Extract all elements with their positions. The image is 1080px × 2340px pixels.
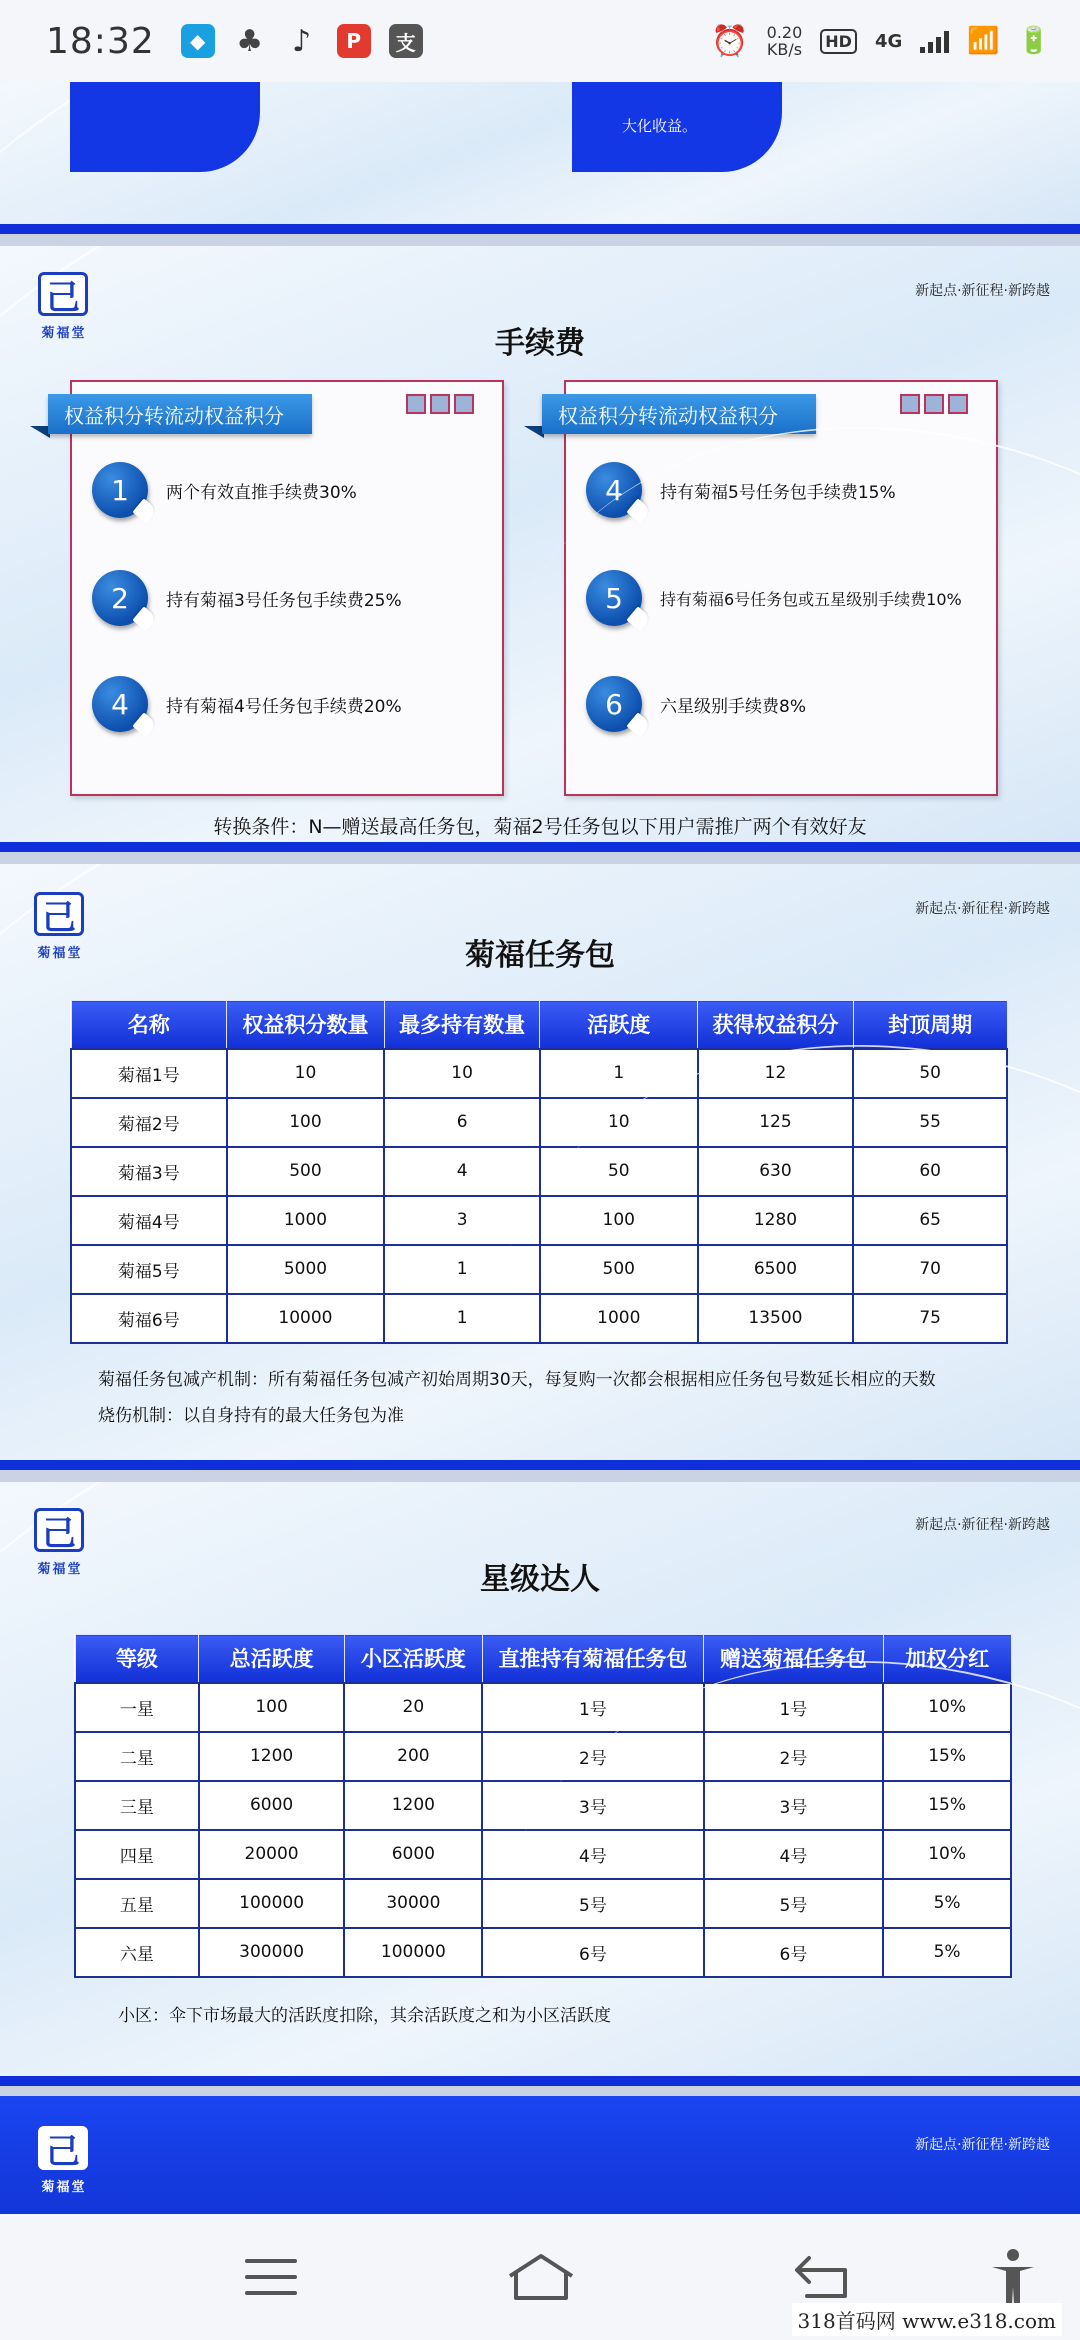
table-cell: 一星 <box>75 1683 199 1732</box>
column-header: 加权分红 <box>883 1635 1011 1683</box>
menu-icon <box>243 2255 299 2299</box>
table-cell: 1 <box>540 1049 698 1098</box>
fee-item <box>92 462 357 518</box>
table-cell: 200 <box>344 1732 482 1781</box>
accessibility-icon <box>988 2247 1038 2307</box>
fee-card-ribbon-left: 权益积分转流动权益积分 <box>48 394 312 434</box>
table-cell: 500 <box>227 1147 385 1196</box>
table-cell: 20 <box>344 1683 482 1732</box>
table-cell: 70 <box>853 1245 1007 1294</box>
table-cell: 300000 <box>199 1928 345 1977</box>
intro-text: 大化收益。 <box>622 117 698 135</box>
table-row <box>75 1781 1011 1830</box>
slide-next-partial <box>0 2096 1080 2214</box>
home-icon <box>506 2252 576 2302</box>
table-cell: 55 <box>853 1098 1007 1147</box>
table-cell: 10% <box>883 1683 1011 1732</box>
fee-item-text: 持有菊福3号任务包手续费25% <box>166 590 402 611</box>
column-header: 封顶周期 <box>853 1001 1007 1049</box>
table-cell: 六星 <box>75 1928 199 1977</box>
column-header: 直推持有菊福任务包 <box>482 1635 703 1683</box>
section-title: 手续费 <box>495 326 585 361</box>
table-cell: 1200 <box>344 1781 482 1830</box>
burn-mechanism-note: 烧伤机制：以自身持有的最大任务包为准 <box>98 1406 404 1426</box>
table-cell: 6号 <box>704 1928 884 1977</box>
table-cell: 三星 <box>75 1781 199 1830</box>
table-row <box>75 1683 1011 1732</box>
fee-item <box>92 676 402 732</box>
table-cell: 1000 <box>227 1196 385 1245</box>
table-cell: 15% <box>883 1732 1011 1781</box>
logo-name: 菊福堂 <box>41 326 87 341</box>
section-title: 菊福任务包 <box>465 938 615 973</box>
number-badge: 4 <box>586 462 642 518</box>
home-button[interactable] <box>506 2244 576 2310</box>
table-cell: 15% <box>883 1781 1011 1830</box>
network-type: 4G <box>874 30 903 52</box>
logo-name: 菊福堂 <box>37 1562 83 1577</box>
ribbon-tail <box>30 426 50 438</box>
column-header: 活跃度 <box>540 1001 698 1049</box>
table-cell: 10 <box>540 1098 698 1147</box>
watermark: 318首码网 www.e318.com <box>792 2303 1062 2336</box>
table-cell: 5% <box>883 1879 1011 1928</box>
table-row <box>75 1879 1011 1928</box>
table-cell: 630 <box>698 1147 854 1196</box>
table-row <box>71 1294 1007 1343</box>
app-a-icon: ◆ <box>181 24 215 58</box>
table-row <box>71 1147 1007 1196</box>
back-icon <box>793 2252 853 2302</box>
fee-item-text: 持有菊福4号任务包手续费20% <box>166 696 402 717</box>
table-cell: 1000 <box>540 1294 698 1343</box>
table-row <box>75 1928 1011 1977</box>
fee-item-text: 两个有效直推手续费30% <box>166 482 357 503</box>
pinduoduo-icon: P <box>337 24 371 58</box>
decor-square <box>900 394 920 414</box>
table-cell: 二星 <box>75 1732 199 1781</box>
fee-card-right <box>564 380 998 796</box>
tiktok-icon: ♪ <box>292 23 312 59</box>
clock: 18:32 <box>46 20 155 62</box>
status-bar <box>0 0 1080 82</box>
column-header: 总活跃度 <box>199 1635 345 1683</box>
decor-square <box>406 394 426 414</box>
table-cell: 6号 <box>482 1928 703 1977</box>
slide-task-packages <box>0 864 1080 1460</box>
table-cell: 4号 <box>704 1830 884 1879</box>
table-cell: 3 <box>384 1196 540 1245</box>
back-button[interactable] <box>788 2244 858 2310</box>
table-cell: 65 <box>853 1196 1007 1245</box>
table-cell: 10000 <box>227 1294 385 1343</box>
separator-gap <box>0 2086 1080 2096</box>
slogan: 新起点·新征程·新跨越 <box>915 283 1050 299</box>
table-cell: 50 <box>540 1147 698 1196</box>
navigation-bar <box>0 2214 1080 2340</box>
slogan: 新起点·新征程·新跨越 <box>915 1517 1050 1533</box>
fee-card-left <box>70 380 504 796</box>
separator <box>0 2076 1080 2086</box>
column-header: 权益积分数量 <box>227 1001 385 1049</box>
logo-icon: 己 <box>34 1508 84 1552</box>
table-cell: 1 <box>384 1245 540 1294</box>
battery-icon: 🔋 <box>1017 26 1050 56</box>
table-cell: 50 <box>853 1049 1007 1098</box>
number-badge: 4 <box>92 676 148 732</box>
table-cell: 4号 <box>482 1830 703 1879</box>
table-cell: 10% <box>883 1830 1011 1879</box>
table-row <box>71 1245 1007 1294</box>
decor-square <box>454 394 474 414</box>
slide-intro-partial <box>0 82 1080 224</box>
table-cell: 30000 <box>344 1879 482 1928</box>
decor-square <box>924 394 944 414</box>
fee-item <box>92 570 402 626</box>
table-cell: 5% <box>883 1928 1011 1977</box>
table-cell: 1200 <box>199 1732 345 1781</box>
notification-icons <box>181 24 423 58</box>
table-cell: 菊福1号 <box>71 1049 227 1098</box>
table-cell: 1号 <box>704 1683 884 1732</box>
table-cell: 菊福2号 <box>71 1098 227 1147</box>
table-cell: 5号 <box>482 1879 703 1928</box>
table-cell: 125 <box>698 1098 854 1147</box>
table-cell: 五星 <box>75 1879 199 1928</box>
table-cell: 6000 <box>199 1781 345 1830</box>
packages-table <box>70 1000 1008 1344</box>
decor-shape <box>70 82 260 172</box>
table-row <box>75 1830 1011 1879</box>
separator <box>0 1460 1080 1470</box>
table-header-row <box>75 1635 1011 1683</box>
fee-card-ribbon-right: 权益积分转流动权益积分 <box>542 394 816 434</box>
column-header: 最多持有数量 <box>384 1001 540 1049</box>
table-cell: 1280 <box>698 1196 854 1245</box>
table-cell: 5号 <box>704 1879 884 1928</box>
number-badge: 6 <box>586 676 642 732</box>
menu-button[interactable] <box>236 2244 306 2310</box>
column-header: 赠送菊福任务包 <box>704 1635 884 1683</box>
fee-item <box>586 570 962 626</box>
table-header-row <box>71 1001 1007 1049</box>
brand-logo <box>32 2126 96 2202</box>
decor-square <box>430 394 450 414</box>
table-cell: 菊福5号 <box>71 1245 227 1294</box>
fee-item-text: 持有菊福6号任务包或五星级别手续费10% <box>660 589 962 609</box>
table-cell: 菊福4号 <box>71 1196 227 1245</box>
slide-star-levels <box>0 1482 1080 2076</box>
separator-gap <box>0 234 1080 246</box>
table-cell: 100 <box>227 1098 385 1147</box>
logo-name: 菊福堂 <box>41 2180 87 2195</box>
table-cell: 5000 <box>227 1245 385 1294</box>
slide-fees <box>0 246 1080 842</box>
table-cell: 1号 <box>482 1683 703 1732</box>
net-speed: 0.20 KB/s <box>766 23 803 59</box>
table-cell: 20000 <box>199 1830 345 1879</box>
accessibility-button[interactable] <box>978 2244 1048 2310</box>
table-cell: 四星 <box>75 1830 199 1879</box>
separator <box>0 842 1080 852</box>
column-header: 小区活跃度 <box>344 1635 482 1683</box>
column-header: 获得权益积分 <box>698 1001 854 1049</box>
table-row <box>71 1098 1007 1147</box>
wifi-icon: 📶 <box>967 26 1000 56</box>
number-badge: 2 <box>92 570 148 626</box>
table-cell: 100 <box>199 1683 345 1732</box>
table-cell: 500 <box>540 1245 698 1294</box>
decor-square <box>948 394 968 414</box>
hd-badge: HD <box>820 29 857 54</box>
table-cell: 菊福6号 <box>71 1294 227 1343</box>
table-cell: 1 <box>384 1294 540 1343</box>
slogan: 新起点·新征程·新跨越 <box>915 901 1050 917</box>
table-cell: 10 <box>227 1049 385 1098</box>
table-cell: 13500 <box>698 1294 854 1343</box>
fee-item <box>586 462 896 518</box>
separator-gap <box>0 1470 1080 1482</box>
table-cell: 6 <box>384 1098 540 1147</box>
section-title: 星级达人 <box>480 1562 600 1597</box>
ribbon-tail <box>524 426 544 438</box>
logo-icon: 己 <box>38 2126 88 2170</box>
table-row <box>71 1049 1007 1098</box>
conversion-condition: 转换条件：N—赠送最高任务包，菊福2号任务包以下用户需推广两个有效好友 <box>213 816 867 838</box>
number-badge: 1 <box>92 462 148 518</box>
table-cell: 12 <box>698 1049 854 1098</box>
table-cell: 10 <box>384 1049 540 1098</box>
table-cell: 6000 <box>344 1830 482 1879</box>
table-cell: 60 <box>853 1147 1007 1196</box>
alarm-icon: ⏰ <box>711 23 749 59</box>
alipay-icon: 支 <box>389 24 423 58</box>
table-cell: 100000 <box>344 1928 482 1977</box>
column-header: 名称 <box>71 1001 227 1049</box>
slogan: 新起点·新征程·新跨越 <box>915 2137 1050 2153</box>
table-row <box>71 1196 1007 1245</box>
reduction-mechanism-note: 菊福任务包减产机制：所有菊福任务包减产初始周期30天，每复购一次都会根据相应任务包号数延长相应的天数 <box>98 1370 936 1390</box>
table-cell: 菊福3号 <box>71 1147 227 1196</box>
fee-item-text: 持有菊福5号任务包手续费15% <box>660 482 896 503</box>
community-note: 小区：伞下市场最大的活跃度扣除，其余活跃度之和为小区活跃度 <box>118 2006 611 2026</box>
signal-icon <box>920 29 949 53</box>
table-cell: 100000 <box>199 1879 345 1928</box>
table-cell: 75 <box>853 1294 1007 1343</box>
table-cell: 3号 <box>482 1781 703 1830</box>
number-badge: 5 <box>586 570 642 626</box>
logo-icon: 己 <box>38 272 88 316</box>
decor-shape <box>572 82 782 172</box>
separator <box>0 224 1080 234</box>
table-cell: 6500 <box>698 1245 854 1294</box>
column-header: 等级 <box>75 1635 199 1683</box>
logo-icon: 己 <box>34 892 84 936</box>
table-cell: 4 <box>384 1147 540 1196</box>
logo-name: 菊福堂 <box>37 946 83 961</box>
qq-icon: ♣ <box>236 23 264 59</box>
fee-item <box>586 676 806 732</box>
fee-item-text: 六星级别手续费8% <box>660 696 806 717</box>
separator-gap <box>0 852 1080 864</box>
table-cell: 2号 <box>704 1732 884 1781</box>
table-cell: 3号 <box>704 1781 884 1830</box>
table-cell: 2号 <box>482 1732 703 1781</box>
table-row <box>75 1732 1011 1781</box>
table-cell: 100 <box>540 1196 698 1245</box>
star-levels-table <box>74 1634 1012 1978</box>
